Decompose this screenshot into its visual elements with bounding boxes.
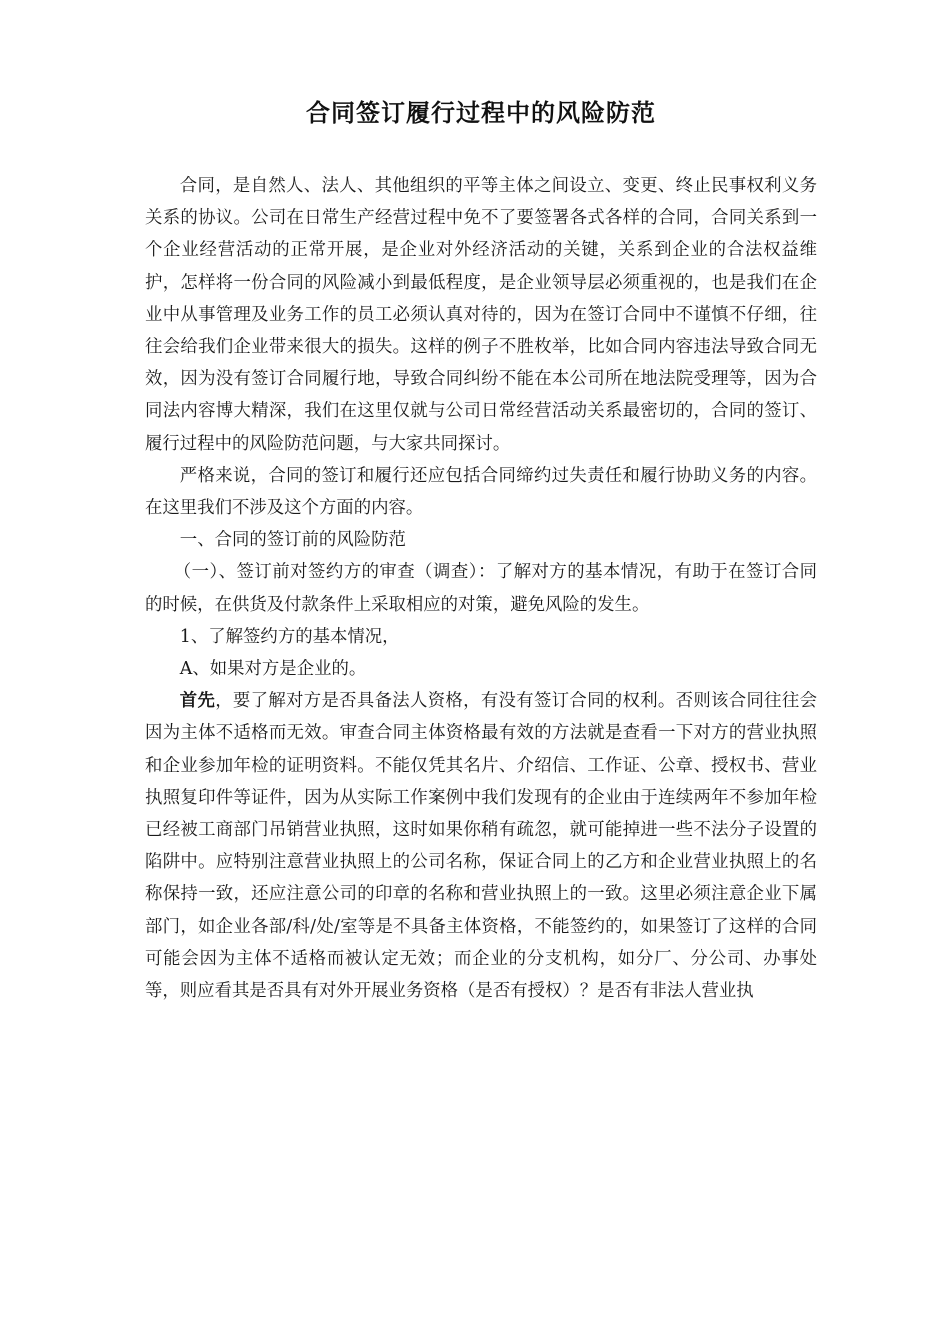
section-heading-1: 一、合同的签订前的风险防范 (179, 530, 406, 551)
paragraph-first-body: ，要了解对方是否具备法人资格，有没有签订合同的权利。否则该合同往往会因为主体不适格而无效。审查合同主体资格最有效的方法就是查看一下对方的营业执照和企业参加年检的证明资料。不能仅凭其名片、介绍信、工作证、公章、授权书、营业执照复印件等证件，因为从实际工作案例中我们发现有的企业由于连续两年不参加年检已经被工商部门吊销营业执照，这时如果你稍有疏忽，就可能掉进一些不法分子设置的陷阱中。应特别注意营业执照上的公司名称，保证合同上的乙方和企业营业执照上的名称保持一致，还应注意公司的印章的名称和营业执照上的一致。这里必须注意企业下属部门，如企业各部/科/处/室等是不具备主体资格，不能签约的，如果签订了这样的合同可能会因为主体不适格而被认定无效；而企业的分支机构，如分厂、分公司、办事处等，则应看其是否具有对外开展业务资格（是否有授权）？是否有非法人营业执 (145, 691, 817, 1002)
subsection-heading: （一）、签订前对签约方的审查（调查）：了解对方的基本情况，有助于在签订合同的时候，在供货及付款条件上采取相应的对策，避免风险的发生。 (145, 562, 817, 615)
paragraph-intro: 合同，是自然人、法人、其他组织的平等主体之间设立、变更、终止民事权利义务关系的协议。公司在日常生产经营过程中免不了要签署各式各样的合同，合同关系到一个企业经营活动的正常开展，是企业对外经济活动的关键，关系到企业的合法权益维护，怎样将一份合同的风险减小到最低程度，是企业领导层必须重视的，也是我们在企业中从事管理及业务工作的员工必须认真对待的，因为在签订合同中不谨慎不仔细，往往会给我们企业带来很大的损失。这样的例子不胜枚举，比如合同内容违法导致合同无效，因为没有签订合同履行地，导致合同纠纷不能在本公司所在地法院受理等，因为合同法内容博大精深，我们在这里仅就与公司日常经营活动关系最密切的，合同的签订、履行过程中的风险防范问题，与大家共同探讨。 (145, 176, 817, 454)
document-title: 合同签订履行过程中的风险防范 (306, 99, 656, 127)
list-item-1: 1、了解签约方的基本情况， (179, 626, 400, 647)
list-item-a: A、如果对方是企业的。 (179, 659, 367, 680)
paragraph-scope: 严格来说，合同的签订和履行还应包括合同缔约过失责任和履行协助义务的内容。在这里我们不涉及这个方面的内容。 (145, 465, 817, 519)
paragraph-first (145, 685, 817, 1007)
paragraph-lead-word: 首先 (179, 691, 216, 712)
